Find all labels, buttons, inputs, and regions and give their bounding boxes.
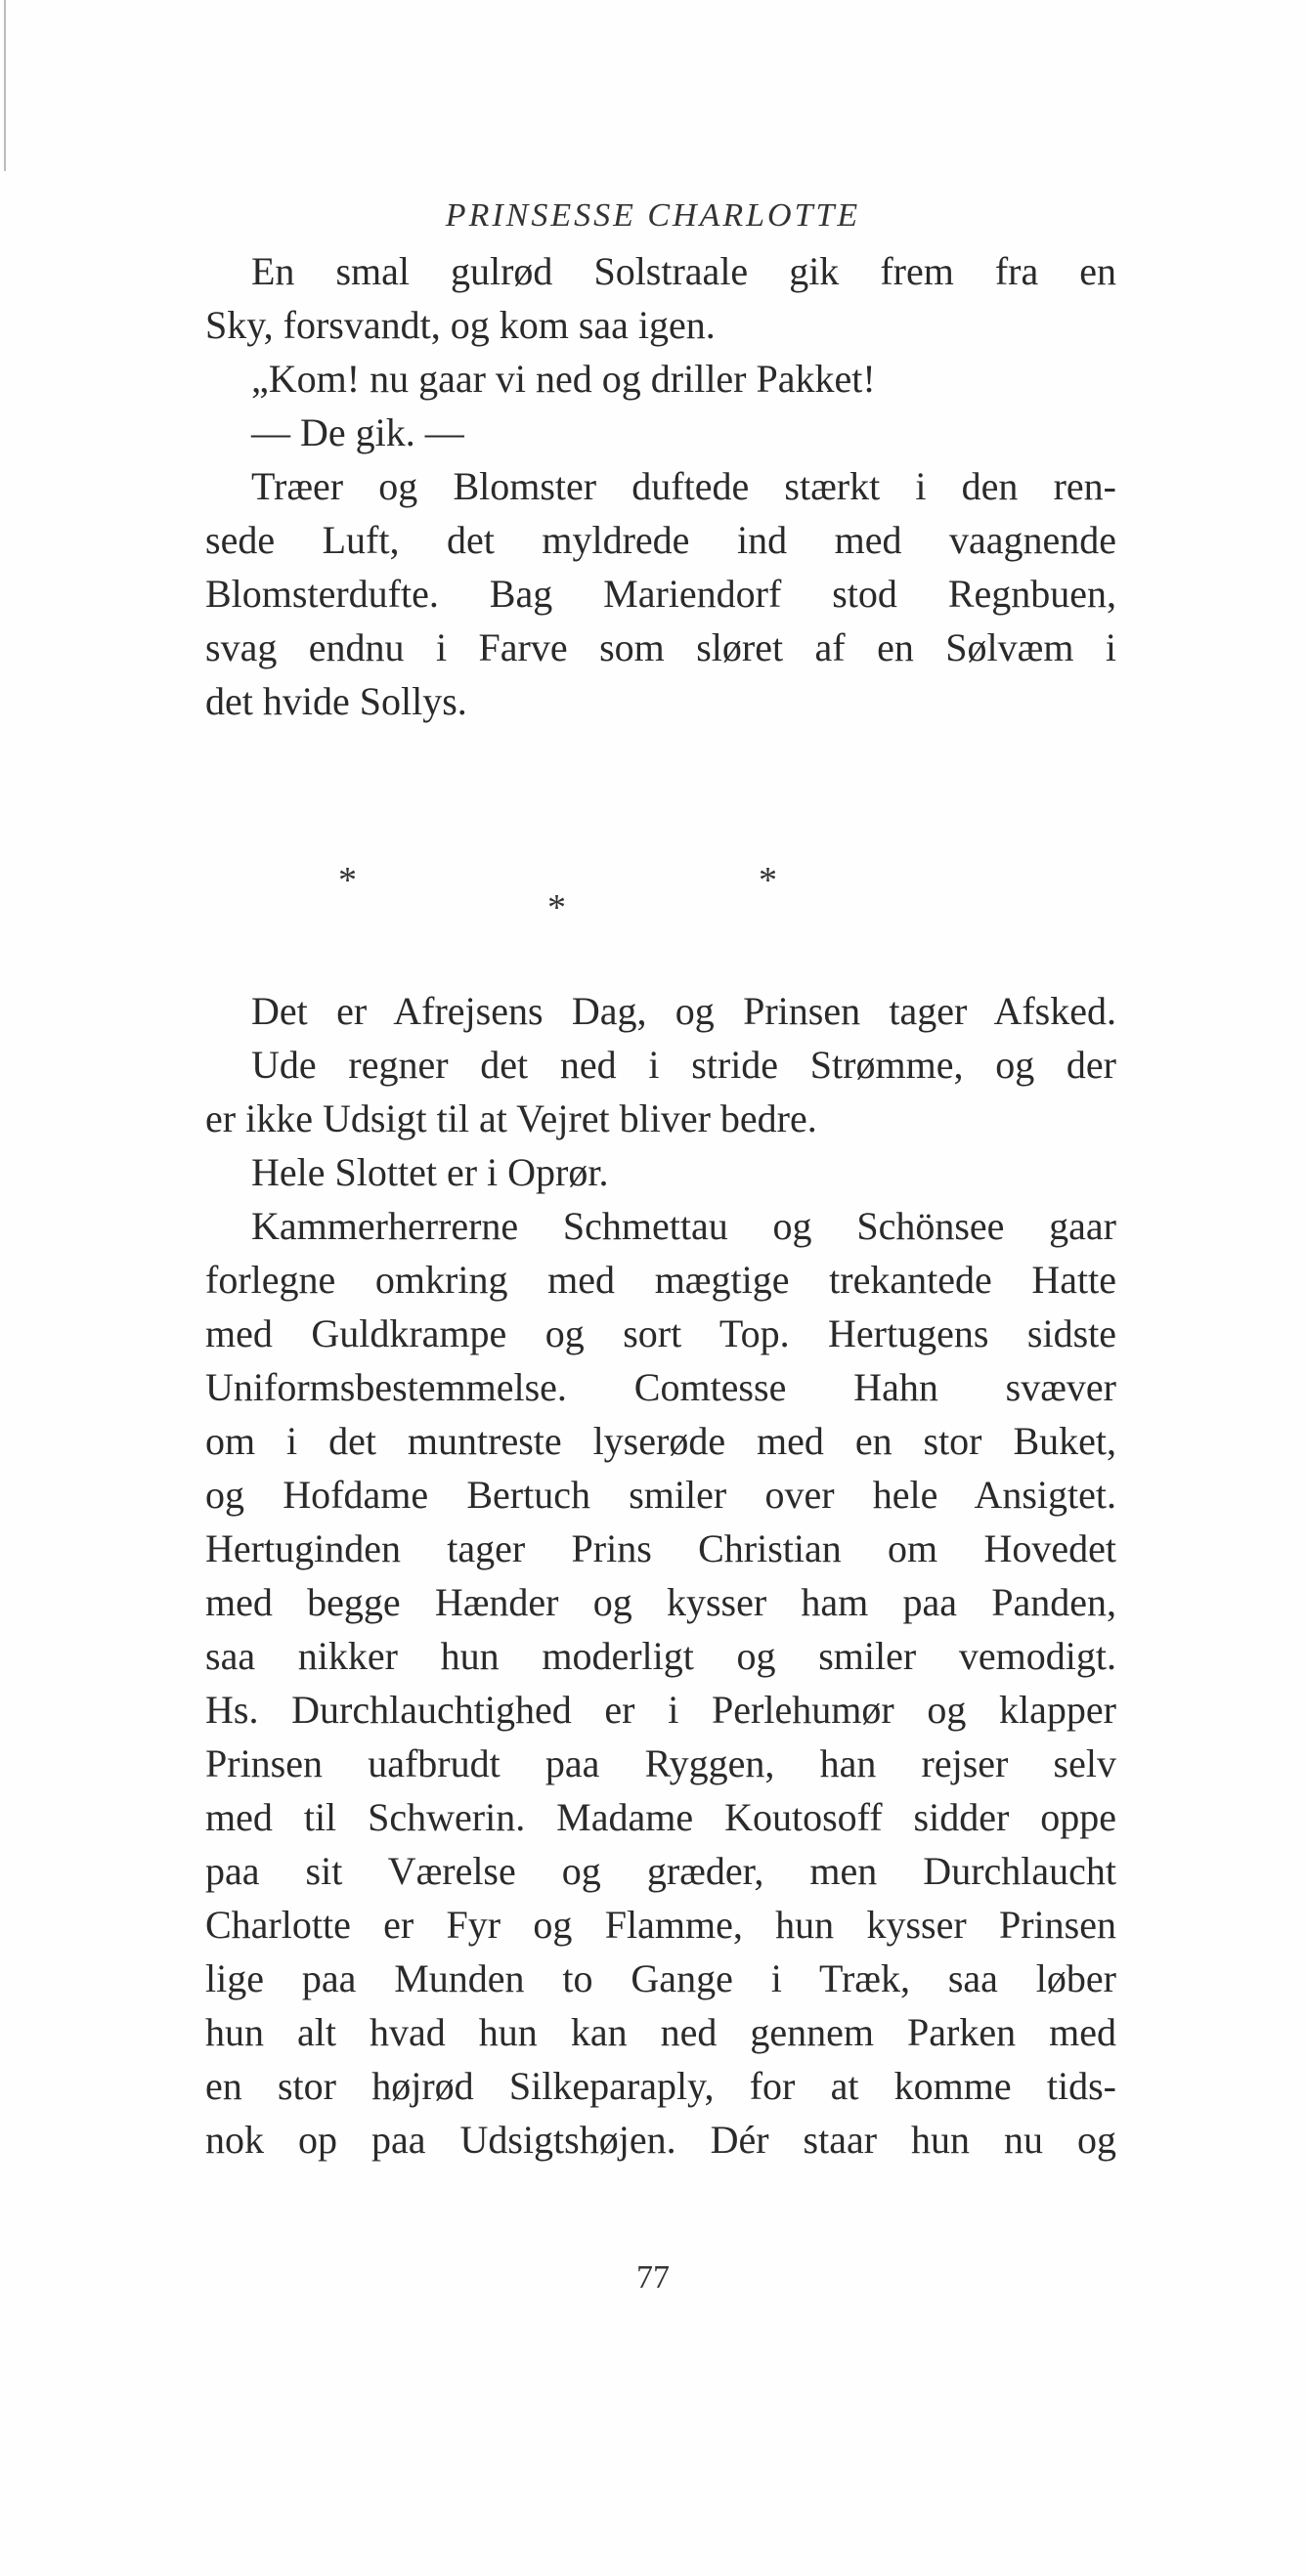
- text-line: — De gik. —: [251, 410, 464, 454]
- text-line: med til Schwerin. Madame Koutosoff sidder oppe: [205, 1795, 1116, 1839]
- text-line: forlegne omkring med mægtige trekantede Hatte: [205, 1258, 1116, 1302]
- text-line: En smal gulrød Solstraale gik frem fra en: [251, 249, 1116, 293]
- running-head: PRINSESSE CHARLOTTE: [445, 197, 861, 234]
- text-line: sede Luft, det myldrede ind med vaagnende: [205, 518, 1116, 562]
- text-line: Prinsen uafbrudt paa Ryggen, han rejser selv: [205, 1741, 1116, 1785]
- text-line: paa sit Værelse og græder, men Durchlaucht: [205, 1849, 1116, 1893]
- text-line: Hs. Durchlauchtighed er i Perlehumør og klapper: [205, 1688, 1116, 1732]
- text-line: med Guldkrampe og sort Top. Hertugens sidste: [205, 1311, 1116, 1355]
- section-1: [205, 244, 1116, 728]
- page-edge-line: [4, 0, 6, 171]
- text-line: Hertuginden tager Prins Christian om Hovedet: [205, 1526, 1116, 1570]
- text-line: Det er Afrejsens Dag, og Prinsen tager Afsked.: [251, 989, 1116, 1033]
- text-line: nok op paa Udsigtshøjen. Dér staar hun nu og: [205, 2118, 1116, 2162]
- text-line: Blomsterdufte. Bag Mariendorf stod Regnbuen,: [205, 572, 1116, 616]
- divider-star: *: [759, 860, 777, 901]
- divider-star: *: [547, 887, 566, 928]
- text-line: saa nikker hun moderligt og smiler vemodigt.: [205, 1634, 1116, 1678]
- text-line: Uniformsbestemmelse. Comtesse Hahn svæver: [205, 1365, 1116, 1409]
- text-line: svag endnu i Farve som sløret af en Sølvæm i: [205, 625, 1116, 669]
- text-line: Hele Slottet er i Oprør.: [251, 1150, 609, 1194]
- text-line: Charlotte er Fyr og Flamme, hun kysser Prinsen: [205, 1903, 1116, 1947]
- text-line: om i det muntreste lyserøde med en stor Buket,: [205, 1419, 1116, 1463]
- divider-star: *: [338, 860, 357, 901]
- section-2: [205, 984, 1116, 2167]
- section-divider: [0, 860, 1306, 938]
- text-line: lige paa Munden to Gange i Træk, saa løber: [205, 1956, 1116, 2000]
- text-line: med begge Hænder og kysser ham paa Panden,: [205, 1580, 1116, 1624]
- page-number: 77: [636, 2259, 670, 2296]
- text-line: det hvide Sollys.: [205, 679, 467, 723]
- text-line: Træer og Blomster duftede stærkt i den ren-: [251, 464, 1116, 508]
- text-line: hun alt hvad hun kan ned gennem Parken med: [205, 2010, 1116, 2054]
- text-line: Sky, forsvandt, og kom saa igen.: [205, 303, 716, 347]
- text-line: Ude regner det ned i stride Strømme, og der: [251, 1043, 1116, 1087]
- text-line: en stor højrød Silkeparaply, for at komme tids-: [205, 2064, 1116, 2108]
- text-line: er ikke Udsigt til at Vejret bliver bedre.: [205, 1096, 817, 1140]
- text-line: og Hofdame Bertuch smiler over hele Ansigtet.: [205, 1473, 1116, 1517]
- text-line: Kammerherrerne Schmettau og Schönsee gaar: [251, 1204, 1116, 1248]
- text-line: „Kom! nu gaar vi ned og driller Pakket!: [251, 357, 876, 401]
